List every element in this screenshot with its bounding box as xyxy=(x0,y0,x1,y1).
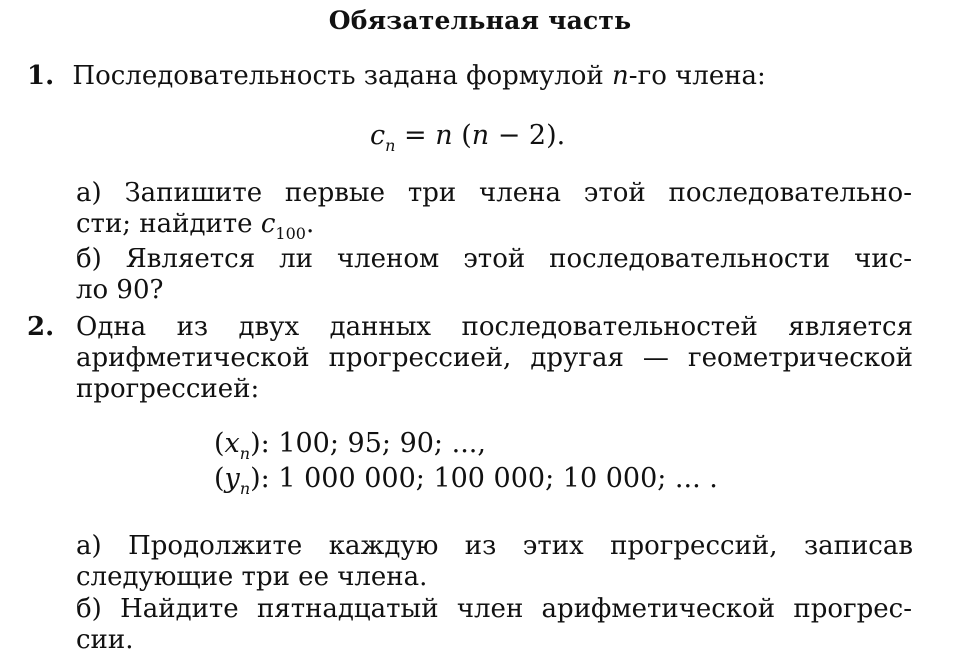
sequence-y xyxy=(214,463,718,498)
problem-2-line-3: прогрессией: xyxy=(76,374,260,404)
seq-y-var: y xyxy=(224,463,240,494)
problem-1-text-after: -го члена: xyxy=(628,61,766,91)
problem-1-statement xyxy=(27,61,766,91)
part-a-text: сти; найдите xyxy=(76,209,261,239)
seq-x-var: x xyxy=(224,428,240,459)
problem-2-part-a-line-2: следующие три ее члена. xyxy=(76,562,428,592)
seq-x-open: ( xyxy=(214,428,225,459)
sequence-x xyxy=(214,428,486,463)
problem-2-number: 2. xyxy=(27,312,55,342)
problem-1-part-a-line-1: а) Запишите первые три члена этой последовательно- xyxy=(76,178,912,208)
formula-rhs-var1: n xyxy=(435,120,453,151)
formula-rhs-mid: ( xyxy=(452,120,472,151)
part-a-period: . xyxy=(305,209,315,239)
problem-1-formula xyxy=(370,120,566,155)
problem-2-part-b-line-2: сии. xyxy=(76,625,134,655)
seq-x-sub: n xyxy=(239,444,251,463)
part-a-var-c: c xyxy=(260,209,276,239)
problem-1-number: 1. xyxy=(27,61,55,91)
seq-y-open: ( xyxy=(214,463,225,494)
seq-y-sub: n xyxy=(239,479,251,498)
seq-x-terms: : 100; 95; 90; ..., xyxy=(260,428,486,459)
problem-2-line-1 xyxy=(27,312,913,342)
problem-1-part-b-line-1: б) Является ли членом этой последовательности чис- xyxy=(76,244,912,274)
formula-rhs-tail: − 2). xyxy=(489,120,566,151)
problem-1-var-n: n xyxy=(612,61,629,91)
seq-y-terms: : 1 000 000; 100 000; 10 000; ... . xyxy=(260,463,718,494)
seq-y-close: ) xyxy=(250,463,261,494)
formula-rhs-var2: n xyxy=(471,120,490,151)
section-heading: Обязательная часть xyxy=(328,6,632,35)
formula-equals: = xyxy=(395,120,436,151)
problem-1-text-before: Последовательность задана формулой xyxy=(72,61,613,91)
problem-1-part-a-line-2 xyxy=(76,209,315,243)
problem-2-text-line-1: Одна из двух данных последовательностей является xyxy=(76,312,913,342)
formula-lhs-sub: n xyxy=(385,136,396,155)
problem-2-part-a-line-1: а) Продолжите каждую из этих прогрессий, записав xyxy=(76,531,913,561)
formula-lhs-var: c xyxy=(370,120,386,151)
part-a-sub-100: 100 xyxy=(275,224,306,243)
problem-2-line-2: арифметической прогрессией, другая — геометрической xyxy=(76,343,913,373)
problem-1-part-b-line-2: ло 90? xyxy=(76,275,164,305)
seq-x-close: ) xyxy=(250,428,261,459)
problem-2-part-b-line-1: б) Найдите пятнадцатый член арифметической прогрес- xyxy=(76,594,912,624)
